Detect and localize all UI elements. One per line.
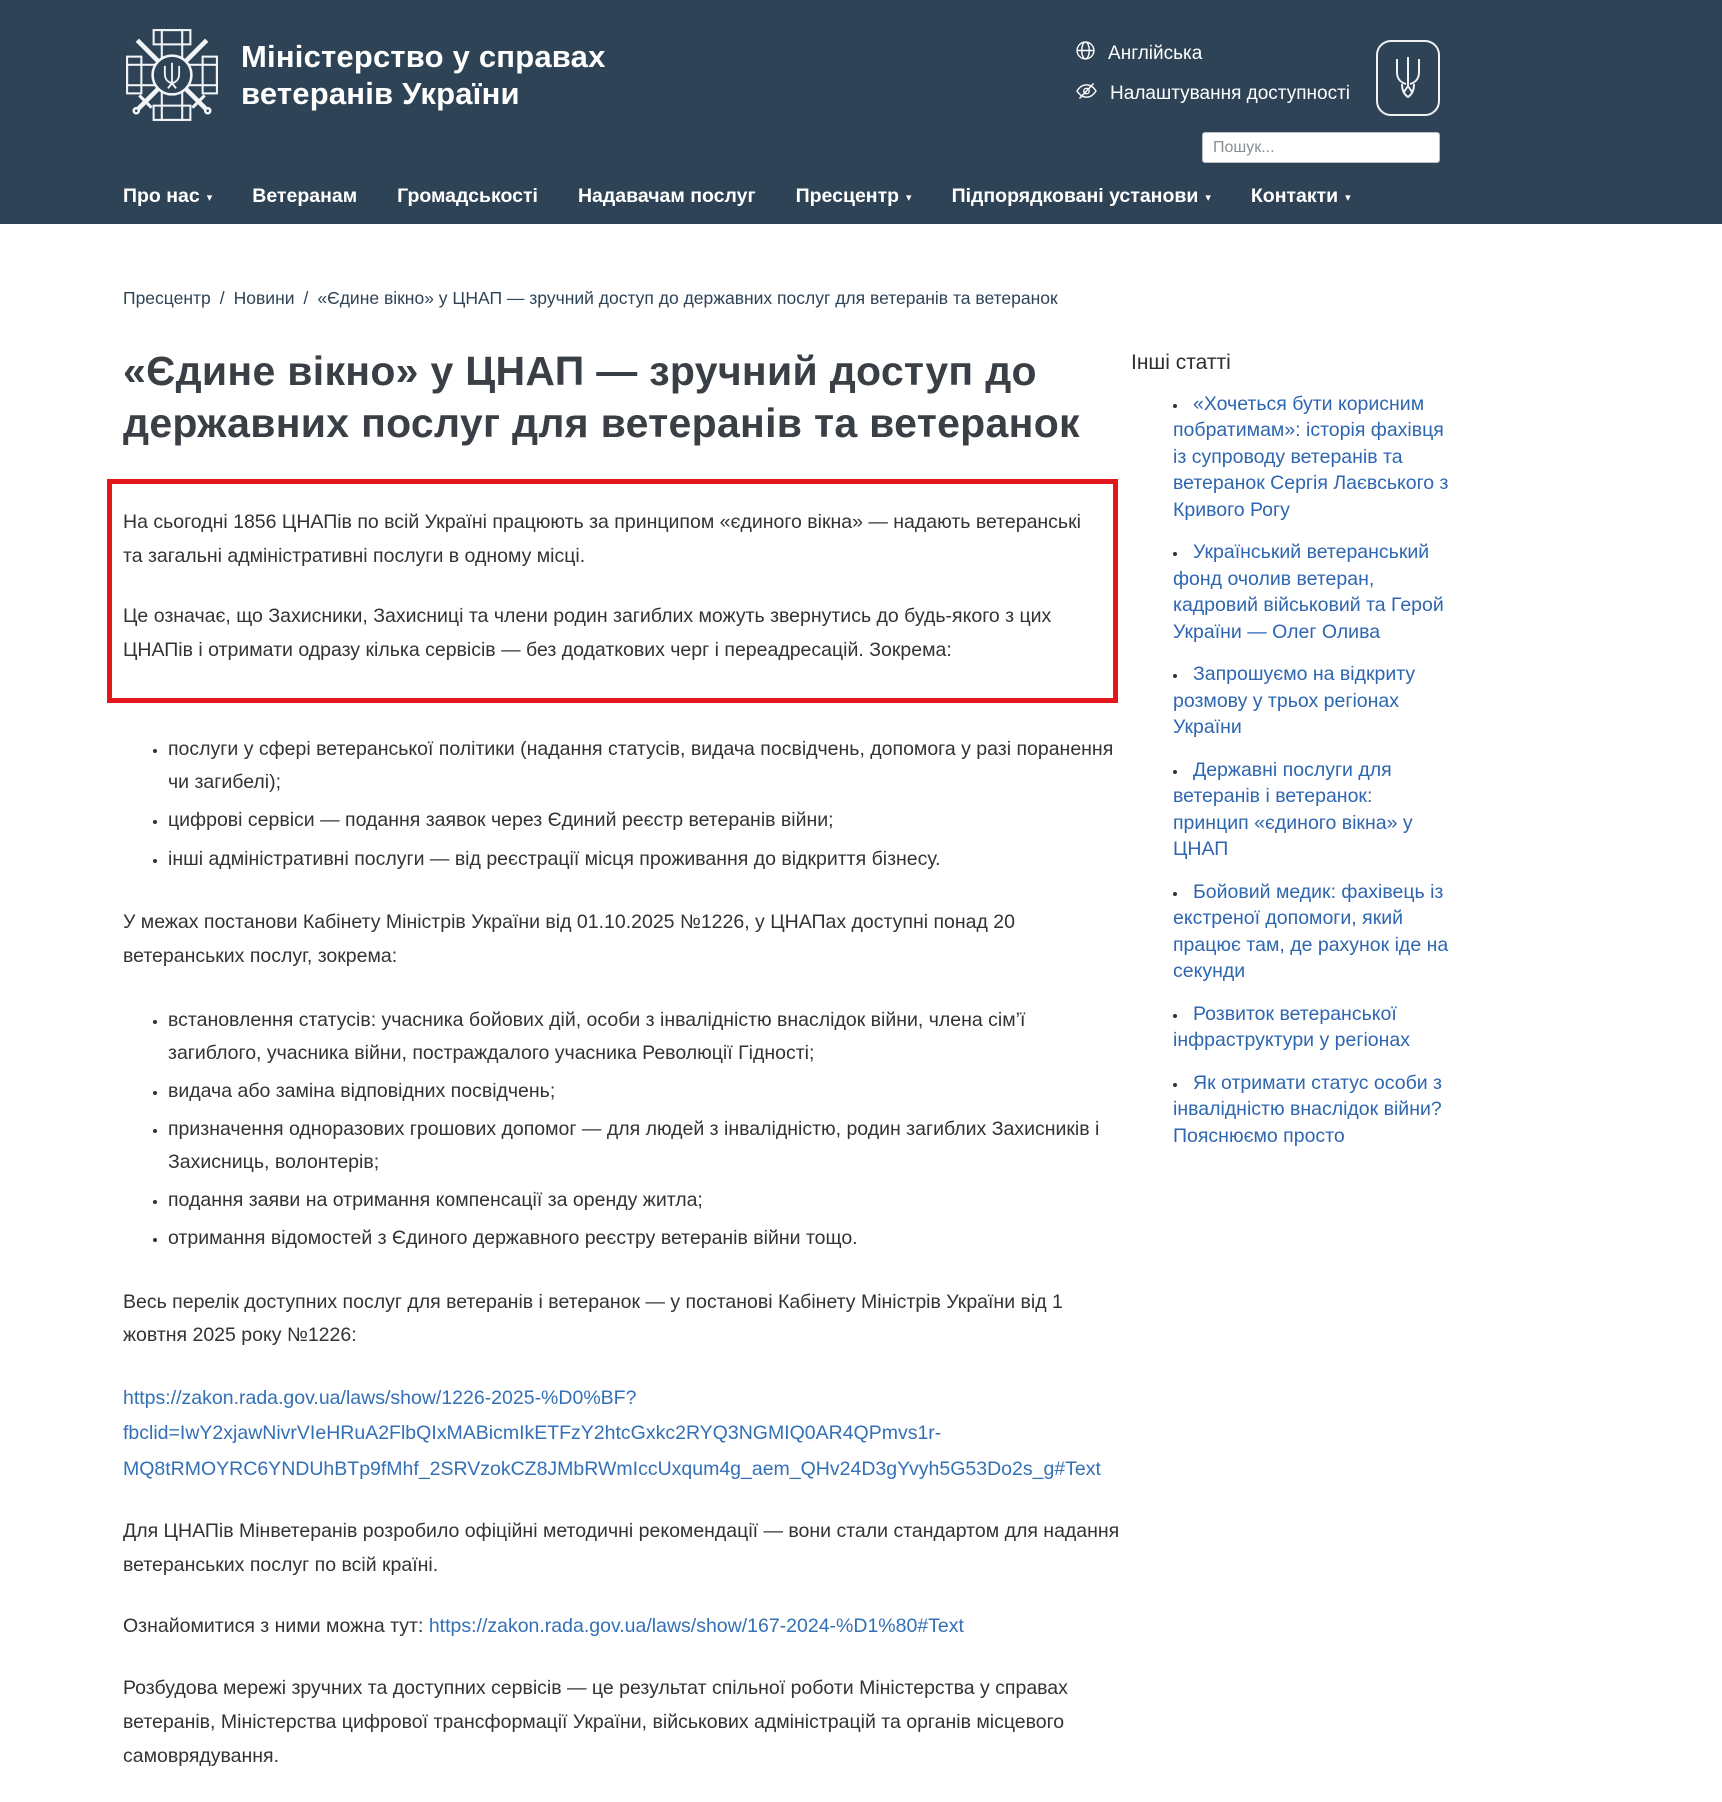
nav-item[interactable] [578, 185, 756, 208]
accessibility-label: Налаштування доступності [1110, 83, 1350, 105]
list-item: • видача або заміна відповідних посвідчень; [168, 1075, 1123, 1108]
article-paragraph: На сьогодні 1856 ЦНАПів по всій Україні працюють за принципом «єдиного вікна» — надають ветеранські та загальні адміністративні послуги в одному місці. [123, 506, 1093, 574]
nav-item-label: Про нас [123, 185, 200, 208]
related-article-link[interactable]: Державні послуги для ветеранів і ветеранок: принцип «єдиного вікна» у ЦНАП [1173, 759, 1413, 861]
related-articles-list [1131, 391, 1453, 1150]
related-article-link[interactable]: Український ветеранський фонд очолив ветеран, кадровий військовий та Герой України — Олег Олива [1173, 541, 1444, 643]
url-line: MQ8tRMOYRC6YNDUhBTp9fMhf_2SRVzokCZ8JMbRWmIccUxqum4g_aem_QHv24D3gYvyh5G53Do2s_g#Text [123, 1452, 1123, 1487]
list-item: • інші адміністративні послуги — від реєстрації місця проживання до відкриття бізнесу. [168, 843, 1123, 876]
related-article-link[interactable]: Як отримати статус особи з інвалідністю внаслідок війни? Пояснюємо просто [1173, 1072, 1442, 1147]
chevron-down-icon: ▾ [1205, 193, 1211, 204]
article-paragraph: Для ЦНАПів Мінветеранів розробило офіційні методичні рекомендації — вони стали стандартом для надання ветеранських послуг по всій країні. [123, 1515, 1123, 1583]
paragraph-text: Ознайомитися з ними можна тут: [123, 1615, 429, 1637]
article-paragraph [123, 1610, 1123, 1644]
list-item: • призначення одноразових грошових допомог — для людей з інвалідністю, родин загиблих Захисників і Захисниць, волонтерів; [168, 1113, 1123, 1179]
url-line: https://zakon.rada.gov.ua/laws/show/1226-2025-%D0%BF? [123, 1381, 1123, 1416]
related-article-link[interactable]: Запрошуємо на відкриту розмову у трьох регіонах України [1173, 663, 1415, 738]
related-article-link[interactable]: «Хочеться бути корисним побратимам»: історія фахівця із супроводу ветеранів та ветеранок Сергія Лаєвського з Кривого Рогу [1173, 393, 1448, 521]
breadcrumb [123, 286, 1443, 311]
breadcrumb-item[interactable]: «Єдине вікно» у ЦНАП — зручний доступ до державних послуг для ветеранів та ветеранок [317, 286, 1057, 311]
nav-item[interactable] [952, 185, 1211, 208]
article-paragraph: Розбудова мережі зручних та доступних сервісів — це результат спільної роботи Міністерства у справах ветеранів, Міністерства цифрової трансформації України, військових адміністрацій та органів місцевого самоврядування. [123, 1672, 1123, 1774]
breadcrumb-item[interactable]: Новини [234, 286, 295, 311]
trident-emblem-icon [1376, 40, 1440, 116]
ministry-name: Міністерство у справах ветеранів України [241, 38, 721, 112]
veteran-services-list [123, 1004, 1123, 1256]
list-item [1173, 1001, 1453, 1054]
nav-item[interactable] [123, 185, 212, 208]
article [123, 345, 1123, 1802]
globe-icon [1075, 40, 1096, 67]
nav-item[interactable] [1251, 185, 1351, 208]
chevron-down-icon: ▾ [906, 193, 912, 204]
accessibility-settings[interactable] [1075, 81, 1350, 107]
ministry-emblem-icon [123, 26, 221, 124]
list-item: • отримання відомостей з Єдиного державного реєстру ветеранів війни тощо. [168, 1222, 1123, 1255]
search-input[interactable] [1202, 132, 1440, 163]
list-item: • встановлення статусів: учасника бойових дій, особи з інвалідністю внаслідок війни, члена сім’ї загиблого, учасника війни, постраждалого учасника Революції Гідності; [168, 1004, 1123, 1070]
list-item [1173, 539, 1453, 645]
list-item: • послуги у сфері ветеранської політики (надання статусів, видача посвідчень, допомога у разі поранення чи загибелі); [168, 733, 1123, 799]
red-highlight-annotation [107, 479, 1118, 703]
list-item [1173, 1070, 1453, 1150]
article-paragraph: У межах постанови Кабінету Міністрів України від 01.10.2025 №1226, у ЦНАПах доступні понад 20 ветеранських послуг, зокрема: [123, 906, 1123, 974]
page-title: «Єдине вікно» у ЦНАП — зручний доступ до державних послуг для ветеранів та ветеранок [123, 345, 1123, 450]
nav-item-label: Контакти [1251, 185, 1338, 208]
chevron-down-icon: ▾ [207, 193, 213, 204]
language-switcher[interactable] [1075, 40, 1350, 67]
related-article-link[interactable]: Розвиток ветеранської інфраструктури у регіонах [1173, 1003, 1410, 1052]
nav-item[interactable] [796, 185, 912, 208]
nav-item-label: Надавачам послуг [578, 185, 756, 208]
list-item [1173, 661, 1453, 741]
services-list [123, 733, 1123, 876]
nav-item-label: Громадськості [397, 185, 538, 208]
sidebar-title: Інші статті [1131, 351, 1453, 375]
law-1226-link[interactable] [123, 1381, 1123, 1486]
chevron-down-icon: ▾ [1345, 193, 1351, 204]
nav-item-label: Ветеранам [252, 185, 357, 208]
list-item: • цифрові сервіси — подання заявок через Єдиний реєстр ветеранів війни; [168, 804, 1123, 837]
list-item: • подання заяви на отримання компенсації за оренду житла; [168, 1184, 1123, 1217]
nav-item-label: Пресцентр [796, 185, 899, 208]
main-nav [123, 185, 1440, 208]
list-item [1173, 879, 1453, 985]
brand[interactable] [123, 26, 721, 124]
breadcrumb-item[interactable]: Пресцентр [123, 286, 211, 311]
article-paragraph: Весь перелік доступних послуг для ветеранів і ветеранок — у постанові Кабінету Міністрів України від 1 жовтня 2025 року №1226: [123, 1286, 1123, 1354]
breadcrumb-separator: / [220, 286, 225, 311]
nav-item[interactable] [397, 185, 538, 208]
list-item [1173, 391, 1453, 524]
site-header [0, 0, 1722, 224]
url-line: fbclid=IwY2xjawNivrVIeHRuA2FlbQIxMABicmIkETFzY2htcGxkc2RYQ3NGMIQ0AR4QPmvs1r- [123, 1416, 1123, 1451]
list-item [1173, 757, 1453, 863]
nav-item[interactable] [252, 185, 357, 208]
language-label: Англійська [1108, 43, 1202, 65]
eye-slash-icon [1075, 81, 1098, 107]
law-167-link[interactable]: https://zakon.rada.gov.ua/laws/show/167-2024-%D1%80#Text [429, 1615, 964, 1637]
related-articles-sidebar [1131, 345, 1453, 1166]
article-paragraph: Це означає, що Захисники, Захисниці та члени родин загиблих можуть звернутись до будь-якого з цих ЦНАПів і отримати одразу кілька сервісів — без додаткових черг і переадресацій. Зокрема: [123, 600, 1093, 668]
breadcrumb-separator: / [304, 286, 309, 311]
related-article-link[interactable]: Бойовий медик: фахівець із екстреної допомоги, який працює там, де рахунок іде на секунди [1173, 881, 1448, 983]
nav-item-label: Підпорядковані установи [952, 185, 1199, 208]
